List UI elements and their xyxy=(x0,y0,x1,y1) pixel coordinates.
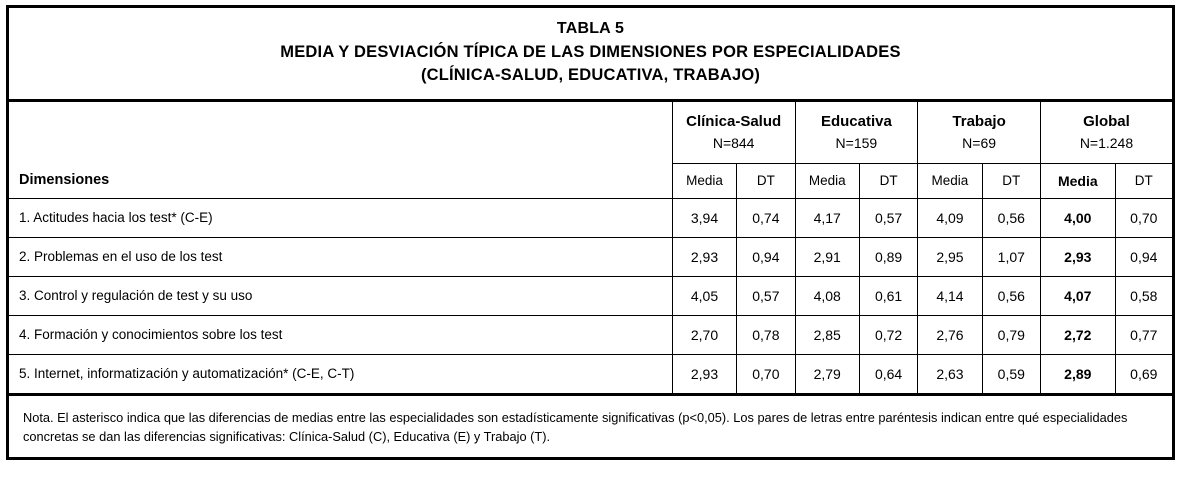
cell-trabajo-media: 2,63 xyxy=(918,354,982,394)
title-line-3: (CLÍNICA-SALUD, EDUCATIVA, TRABAJO) xyxy=(420,66,761,85)
group-header-global: Global xyxy=(1040,100,1173,133)
cell-global-dt: 0,94 xyxy=(1115,237,1173,276)
group-header-trabajo: Trabajo xyxy=(918,100,1041,133)
cell-clinica-media: 2,70 xyxy=(672,315,736,354)
cell-educativa-dt: 0,89 xyxy=(859,237,917,276)
row-label: 4. Formación y conocimientos sobre los test xyxy=(8,315,673,354)
header-spacer xyxy=(8,100,673,163)
cell-clinica-media: 2,93 xyxy=(672,354,736,394)
group-n-educativa: N=159 xyxy=(795,133,918,164)
group-n-trabajo: N=69 xyxy=(918,133,1041,164)
cell-educativa-media: 2,85 xyxy=(795,315,859,354)
row-label: 2. Problemas en el uso de los test xyxy=(8,237,673,276)
table-note: Nota. El asterisco indica que las diferencias de medias entre las especialidades son estadísticamente significativas (p<0,05). Los pares de letras entre paréntesis indican entre qué especialidades concretas se dan las diferencias significativas: Clínica-Salud (C), Educativa (E) y Trabajo (T). xyxy=(8,394,1174,459)
title-line-2: MEDIA Y DESVIACIÓN TÍPICA DE LAS DIMENSIONES POR ESPECIALIDADES xyxy=(280,42,901,61)
cell-educativa-media: 2,91 xyxy=(795,237,859,276)
cell-educativa-dt: 0,64 xyxy=(859,354,917,394)
cell-global-dt: 0,69 xyxy=(1115,354,1173,394)
cell-global-dt: 0,70 xyxy=(1115,198,1173,237)
group-header-row xyxy=(8,100,1174,133)
cell-educativa-dt: 0,72 xyxy=(859,315,917,354)
cell-educativa-dt: 0,57 xyxy=(859,198,917,237)
group-header-educativa: Educativa xyxy=(795,100,918,133)
subheader-global-dt: DT xyxy=(1115,163,1173,198)
cell-clinica-media: 4,05 xyxy=(672,276,736,315)
table-title xyxy=(8,7,1174,101)
cell-educativa-media: 4,08 xyxy=(795,276,859,315)
row-label: 3. Control y regulación de test y su uso xyxy=(8,276,673,315)
cell-trabajo-dt: 1,07 xyxy=(982,237,1040,276)
cell-clinica-dt: 0,70 xyxy=(737,354,795,394)
cell-clinica-media: 3,94 xyxy=(672,198,736,237)
cell-educativa-dt: 0,61 xyxy=(859,276,917,315)
cell-trabajo-dt: 0,56 xyxy=(982,276,1040,315)
table-row xyxy=(8,354,1174,394)
cell-trabajo-media: 2,95 xyxy=(918,237,982,276)
subheader-trabajo-dt: DT xyxy=(982,163,1040,198)
cell-trabajo-media: 4,14 xyxy=(918,276,982,315)
table-row xyxy=(8,276,1174,315)
table-row xyxy=(8,237,1174,276)
subheader-trabajo-media: Media xyxy=(918,163,982,198)
cell-global-dt: 0,58 xyxy=(1115,276,1173,315)
cell-educativa-media: 4,17 xyxy=(795,198,859,237)
cell-global-media: 4,07 xyxy=(1040,276,1115,315)
subheader-educativa-dt: DT xyxy=(859,163,917,198)
cell-global-media: 2,93 xyxy=(1040,237,1115,276)
table-row xyxy=(8,198,1174,237)
cell-trabajo-media: 2,76 xyxy=(918,315,982,354)
cell-clinica-dt: 0,57 xyxy=(737,276,795,315)
subheader-clinica-dt: DT xyxy=(737,163,795,198)
cell-educativa-media: 2,79 xyxy=(795,354,859,394)
cell-clinica-media: 2,93 xyxy=(672,237,736,276)
cell-trabajo-media: 4,09 xyxy=(918,198,982,237)
group-header-clinica: Clínica-Salud xyxy=(672,100,795,133)
cell-global-media: 2,89 xyxy=(1040,354,1115,394)
title-row xyxy=(8,7,1174,101)
group-n-global: N=1.248 xyxy=(1040,133,1173,164)
cell-global-media: 2,72 xyxy=(1040,315,1115,354)
row-label: 1. Actitudes hacia los test* (C-E) xyxy=(8,198,673,237)
cell-clinica-dt: 0,74 xyxy=(737,198,795,237)
title-line-1: TABLA 5 xyxy=(556,20,625,37)
subheader-global-media: Media xyxy=(1040,163,1115,198)
table-row xyxy=(8,315,1174,354)
dimensions-column-header: Dimensiones xyxy=(8,163,673,198)
cell-trabajo-dt: 0,79 xyxy=(982,315,1040,354)
subheader-educativa-media: Media xyxy=(795,163,859,198)
cell-trabajo-dt: 0,56 xyxy=(982,198,1040,237)
note-row xyxy=(8,394,1174,459)
subheader-row xyxy=(8,163,1174,198)
subheader-clinica-media: Media xyxy=(672,163,736,198)
cell-trabajo-dt: 0,59 xyxy=(982,354,1040,394)
statistics-table xyxy=(6,5,1175,460)
cell-global-dt: 0,77 xyxy=(1115,315,1173,354)
row-label: 5. Internet, informatización y automatización* (C-E, C-T) xyxy=(8,354,673,394)
cell-clinica-dt: 0,94 xyxy=(737,237,795,276)
cell-global-media: 4,00 xyxy=(1040,198,1115,237)
group-n-clinica: N=844 xyxy=(672,133,795,164)
cell-clinica-dt: 0,78 xyxy=(737,315,795,354)
